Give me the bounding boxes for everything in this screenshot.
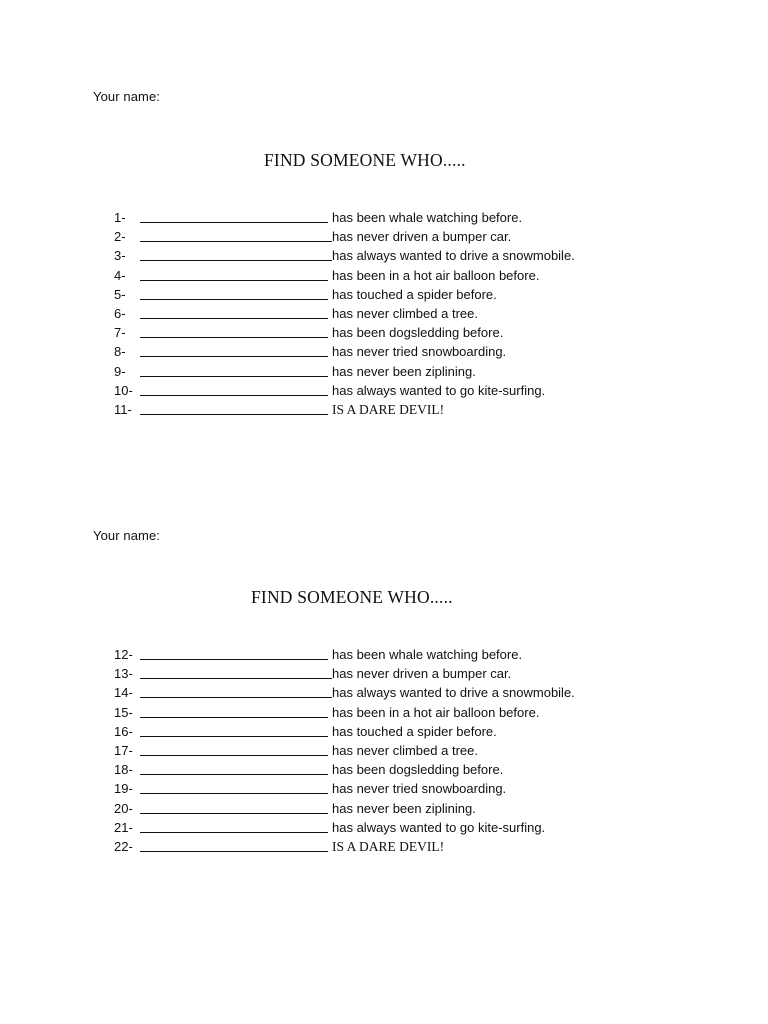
- answer-blank: [140, 736, 328, 737]
- list-item: [114, 818, 674, 837]
- item-number: 14-: [114, 685, 133, 701]
- list-item: [114, 381, 674, 400]
- item-number: 2-: [114, 229, 126, 245]
- list-item: [114, 342, 674, 361]
- your-name-label: Your name:: [93, 528, 161, 543]
- item-number: 17-: [114, 742, 133, 758]
- item-number: 13-: [114, 666, 133, 682]
- item-text: has never tried snowboarding.: [332, 344, 507, 360]
- worksheet-title: FIND SOMEONE WHO.....: [251, 587, 453, 607]
- item-text: has touched a spider before.: [332, 286, 497, 302]
- item-text: has never driven a bumper car.: [332, 229, 512, 245]
- list-item: [114, 760, 674, 779]
- list-item: [114, 246, 674, 265]
- item-number: 20-: [114, 800, 133, 816]
- answer-blank: [140, 774, 328, 775]
- answer-blank: [140, 280, 328, 281]
- item-number: 18-: [114, 762, 133, 778]
- answer-blank: [140, 659, 328, 660]
- answer-blank: [140, 793, 328, 794]
- item-number: 4-: [114, 267, 126, 283]
- list-item: [114, 227, 674, 246]
- answer-blank: [140, 222, 328, 223]
- item-number: 19-: [114, 781, 133, 797]
- answer-blank: [140, 697, 332, 698]
- item-number: 16-: [114, 723, 133, 739]
- answer-blank: [140, 755, 328, 756]
- item-text: IS A DARE DEVIL!: [332, 838, 445, 854]
- answer-blank: [140, 414, 328, 415]
- find-someone-list: [114, 645, 674, 856]
- list-item: [114, 664, 674, 683]
- item-number: 8-: [114, 344, 126, 360]
- item-number: 3-: [114, 248, 126, 264]
- item-text: has never been ziplining.: [332, 363, 476, 379]
- list-item: [114, 208, 674, 227]
- item-text: has been whale watching before.: [332, 647, 523, 662]
- answer-blank: [140, 260, 332, 261]
- item-text: has never climbed a tree.: [332, 305, 478, 321]
- answer-blank: [140, 241, 332, 242]
- item-text: has touched a spider before.: [332, 723, 497, 739]
- item-text: has never been ziplining.: [332, 800, 476, 816]
- answer-blank: [140, 717, 328, 718]
- item-text: has been in a hot air balloon before.: [332, 704, 540, 720]
- item-text: has been in a hot air balloon before.: [332, 267, 540, 283]
- item-number: 11-: [114, 401, 132, 417]
- answer-blank: [140, 299, 328, 300]
- item-number: 15-: [114, 704, 133, 720]
- your-name-label: Your name:: [93, 89, 161, 104]
- item-number: 12-: [114, 647, 133, 662]
- list-item: [114, 722, 674, 741]
- item-number: 21-: [114, 819, 133, 835]
- list-item: [114, 741, 674, 760]
- item-number: 1-: [114, 210, 126, 225]
- list-item: [114, 779, 674, 798]
- item-number: 7-: [114, 325, 126, 341]
- list-item: [114, 323, 674, 342]
- list-item: [114, 285, 674, 304]
- find-someone-list: [114, 208, 674, 419]
- item-number: 5-: [114, 286, 126, 302]
- item-text: has always wanted to drive a snowmobile.: [332, 248, 575, 264]
- answer-blank: [140, 851, 328, 852]
- list-item: [114, 304, 674, 323]
- item-text: has been dogsledding before.: [332, 762, 504, 778]
- list-item: [114, 703, 674, 722]
- item-text: has always wanted to drive a snowmobile.: [332, 685, 575, 701]
- list-item: [114, 837, 674, 856]
- list-item: [114, 799, 674, 818]
- list-item: [114, 362, 674, 381]
- item-text: has been whale watching before.: [332, 210, 523, 225]
- list-item: [114, 266, 674, 285]
- item-text: has always wanted to go kite-surfing.: [332, 819, 546, 835]
- list-item: [114, 645, 674, 664]
- item-text: has never climbed a tree.: [332, 742, 478, 758]
- item-text: has never tried snowboarding.: [332, 781, 507, 797]
- item-number: 6-: [114, 305, 126, 321]
- item-number: 9-: [114, 363, 126, 379]
- answer-blank: [140, 678, 332, 679]
- item-number: 10-: [114, 382, 133, 398]
- item-text: has always wanted to go kite-surfing.: [332, 382, 546, 398]
- list-item: [114, 400, 674, 419]
- answer-blank: [140, 832, 328, 833]
- answer-blank: [140, 318, 328, 319]
- item-number: 22-: [114, 838, 133, 854]
- worksheet-title: FIND SOMEONE WHO.....: [264, 150, 466, 170]
- item-text: has been dogsledding before.: [332, 325, 504, 341]
- list-item: [114, 683, 674, 702]
- answer-blank: [140, 395, 328, 396]
- answer-blank: [140, 376, 328, 377]
- answer-blank: [140, 813, 328, 814]
- item-text: has never driven a bumper car.: [332, 666, 512, 682]
- item-text: IS A DARE DEVIL!: [332, 401, 445, 417]
- answer-blank: [140, 337, 328, 338]
- answer-blank: [140, 356, 328, 357]
